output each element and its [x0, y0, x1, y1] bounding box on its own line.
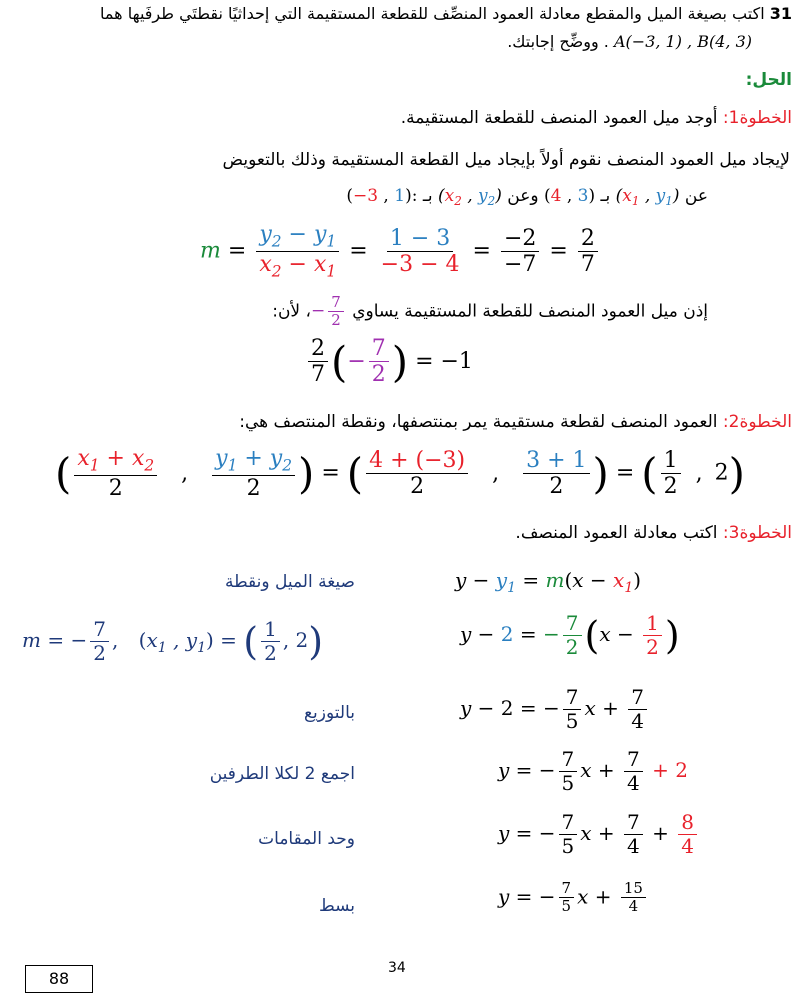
step3-eq-2: y − 2 = − $\frac{7}{2}$ (x − $\frac{1}{2}$ ): [460, 611, 680, 659]
problem-line-1: [100, 4, 792, 23]
step3-eq-5: y = − $\frac{7}{5}$ x + $\frac{7}{4}$ + $\frac{8}{4}$: [498, 811, 700, 858]
step2-label: الخطوة2:: [722, 412, 792, 432]
problem-text-1: اكتب بصيغة الميل والمقطع معادلة العمود المنصِّف للقطعة المستقيمة التي إحداثيًا نقطتَي طرفَيها هما: [100, 4, 765, 23]
slope-m: m: [200, 238, 221, 264]
problem-points: A(−3, 1) , B(4, 3): [613, 32, 752, 51]
step1-text3: [272, 294, 708, 330]
step1-heading: [401, 108, 792, 128]
product-equation: $\frac{2}{7}$ (− $\frac{7}{2}$ ) = −1: [305, 336, 473, 388]
coord-x1y1: ($x_1$ , $y_1$): [615, 186, 680, 209]
page-number-box: 88: [25, 965, 93, 993]
coord-neg3-1: (−3 , 1):: [346, 186, 418, 206]
step1-text2-by-2: بـ: [422, 186, 433, 206]
page-number-center: 34: [388, 960, 406, 976]
step3-eq-3: y − 2 = − $\frac{7}{5}$ x + $\frac{7}{4}$: [460, 686, 650, 733]
step3-note-4: اجمع 2 لكلا الطرفين: [209, 764, 355, 784]
coord-x2y2: ($x_2$ , $y_2$): [437, 186, 502, 209]
step3-given: m = − $\frac{7}{2}$ , ($x_1$ , $y_1$) = ( $\frac{1}{2}$ , 2): [22, 617, 324, 665]
step3-heading: [515, 523, 792, 543]
step3-label: الخطوة3:: [722, 523, 792, 543]
step1-text1: لإيجاد ميل العمود المنصف نقوم أولاً بإيجاد ميل القطعة المستقيمة وذلك بالتعويض: [222, 150, 790, 170]
step3-note-5: وحد المقامات: [258, 829, 355, 849]
product-result: = −1: [415, 348, 473, 374]
midpoint-equation: ( $\frac{x_1 + x_2}{2}$ , $\frac{y_1 + y_2}{2}$ ) = ( $\frac{4 + (-3)}{2}$ , $\frac{3 + 1}{2}$ ) = ( $\frac{1}{2}$ , 2): [55, 446, 745, 502]
step1-text2: [346, 186, 708, 208]
problem-line-2: A(−3, 1) , B(4, 3) . ووضِّح إجابتك.: [507, 32, 752, 51]
step3-eq-4: y = − $\frac{7}{5}$ x + $\frac{7}{4}$ + 2: [498, 747, 688, 795]
step3-note-6: بسط: [318, 896, 355, 916]
problem-text-2: ووضِّح إجابتك.: [507, 32, 599, 51]
step2-heading: [239, 412, 792, 432]
perp-slope: − $\frac{7}{2}$: [311, 301, 347, 321]
problem-number: 31: [769, 4, 792, 23]
slope-equation: m = $\frac{y_2 - y_1}{x_2 - x_1}$ = $\frac{1 - 3}{-3 - 4}$ = $\frac{-2}{-7}$ = $\frac{2}{7}$: [200, 222, 601, 281]
step1-text2-by-1: بـ: [600, 186, 611, 206]
step3-title: اكتب معادلة العمود المنصف.: [515, 523, 718, 543]
step1-text3-main: إذن ميل العمود المنصف للقطعة المستقيمة يساوي: [352, 301, 708, 322]
step3-eq-6: y = − $\frac{7}{5}$ x + $\frac{15}{4}$: [498, 880, 649, 916]
step3-note-1: صيغة الميل ونقطة: [224, 572, 355, 592]
step1-title: أوجد ميل العمود المنصف للقطعة المستقيمة.: [400, 108, 718, 128]
step1-label: الخطوة1:: [722, 108, 792, 128]
step1-text2-prefix: عن: [684, 186, 708, 206]
step3-note-3: بالتوزيع: [304, 703, 355, 723]
coord-4-3: (4 , 3): [543, 186, 596, 206]
step2-title: العمود المنصف لقطعة مستقيمة يمر بمنتصفها، ونقطة المنتصف هي:: [239, 412, 718, 432]
step1-text2-and: وعن: [507, 186, 539, 206]
solution-heading: الحل:: [745, 70, 792, 90]
step1-text3-suffix: ، لأن:: [272, 301, 312, 322]
step3-eq-1: $y - y_1 = m(x - x_1)$: [455, 568, 642, 596]
